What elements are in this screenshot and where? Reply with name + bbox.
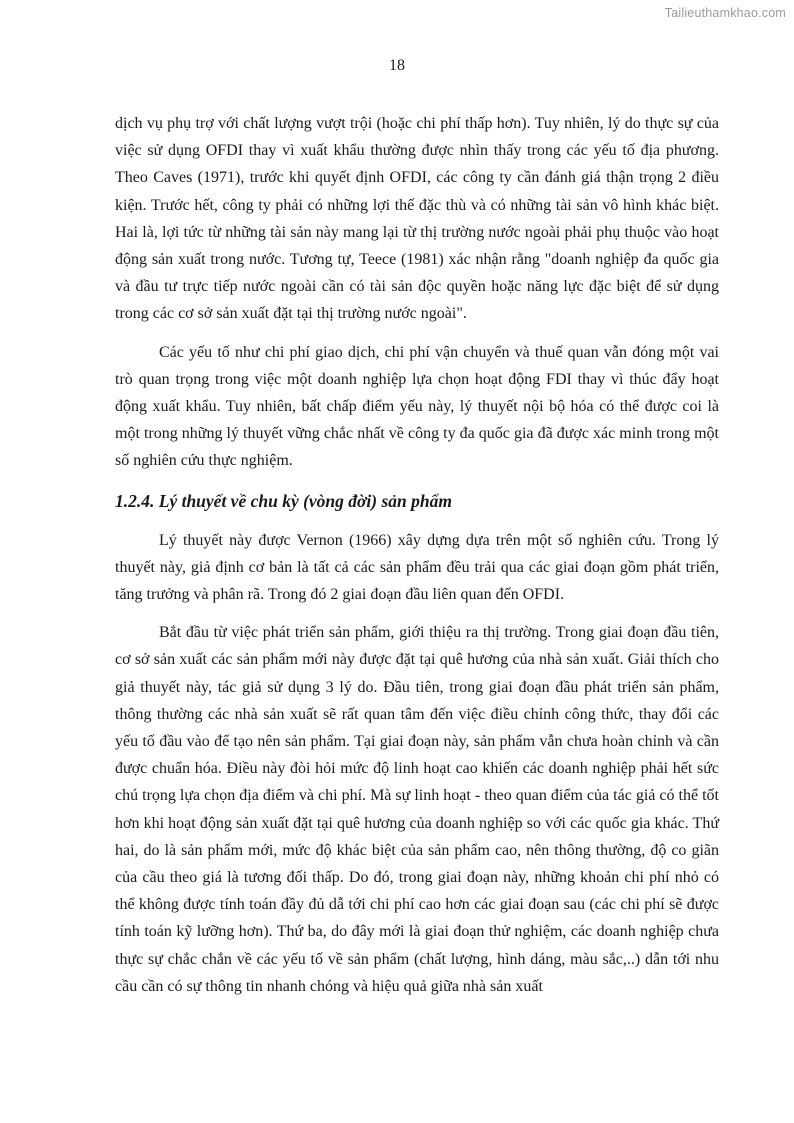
paragraph: Các yếu tố như chi phí giao dịch, chi phí vận chuyển và thuế quan vẫn đóng một vai trò quan trọng trong việc một doanh nghiệp lựa chọn hoạt động FDI thay vì thúc đẩy hoạt động xuất khẩu. Tuy nhiên, bất chấp điểm yếu này, lý thuyết nội bộ hóa có thể được coi là một trong những lý thuyết vững chắc nhất về công ty đa quốc gia đã được xác minh trong một số nghiên cứu thực nghiệm. [115,343,719,470]
section-heading: 1.2.4. Lý thuyết về chu kỳ (vòng đời) sản phẩm [115,490,453,511]
paragraph-continued: dịch vụ phụ trợ với chất lượng vượt trội (hoặc chi phí thấp hơn). Tuy nhiên, lý do thực sự của việc sử dụng OFDI thay vì xuất khẩu thường được nhìn thấy trong các yếu tố địa phương. Theo Caves (1971), trước khi quyết định OFDI, các công ty cần đánh giá thận trọng 2 điều kiện. Trước hết, công ty phải có những lợi thế đặc thù và có những tài sản vô hình khác biệt. Hai là, lợi tức từ những tài sản này mang lại từ thị trường nước ngoài phải phụ thuộc vào hoạt động sản xuất trong nước. Tương tự, Teece (1981) xác nhận rằng "doanh nghiệp đa quốc gia và đầu tư trực tiếp nước ngoài cần có tài sản độc quyền hoặc năng lực đặc biệt để sử dụng trong các cơ sở sản xuất đặt tại thị trường nước ngoài". [115,115,719,323]
paragraph: Bắt đầu từ việc phát triển sản phẩm, giới thiệu ra thị trường. Trong giai đoạn đầu tiên, cơ sở sản xuất các sản phẩm mới này được đặt tại quê hương của nhà sản xuất. Giải thích cho giả thuyết này, tác giả sử dụng 3 lý do. Đầu tiên, trong giai đoạn đầu phát triển sản phẩm, thông thường các nhà sản xuất sẽ rất quan tâm đến việc điều chỉnh công thức, thay đổi các yếu tố đầu vào để tạo nên sản phẩm. Tại giai đoạn này, sản phẩm vẫn chưa hoàn chỉnh và cần được chuẩn hóa. Điều này đòi hỏi mức độ linh hoạt cao khiến các doanh nghiệp phải hết sức chú trọng lựa chọn địa điểm và chi phí. Mà sự linh hoạt - theo quan điểm của tác giả có thể tốt hơn khi hoạt động sản xuất đặt tại quê hương của doanh nghiệp so với các quốc gia khác. Thứ hai, do là sản phẩm mới, mức độ khác biệt của sản phẩm cao, nên thông thường, độ co giãn của cầu theo giá là tương đối thấp. Do đó, trong giai đoạn này, những khoản chi phí nhỏ có thể không được tính toán đầy đủ dẫ tới chi phí cao hơn các giai đoạn sau (các chi phí sẽ được tính toán kỹ lưỡng hơn). Thứ ba, do đây mới là giai đoạn thử nghiệm, các doanh nghiệp chưa thực sự chắc chắn về các yếu tố về sản phẩm (chất lượng, hình dáng, màu sắc,..) dẫn tới nhu cầu cần có sự thông tin nhanh chóng và hiệu quả giữa nhà sản xuất [115,624,719,995]
page-number: 18 [389,57,405,74]
paragraph: Lý thuyết này được Vernon (1966) xây dựng dựa trên một số nghiên cứu. Trong lý thuyết này, giả định cơ bản là tất cả các sản phẩm đều trải qua các giai đoạn gồm phát triển, tăng trưởng và phân rã. Trong đó 2 giai đoạn đầu liên quan đến OFDI. [115,531,719,604]
watermark: Tailieuthamkhao.com [664,6,786,20]
page-body [115,110,719,1000]
